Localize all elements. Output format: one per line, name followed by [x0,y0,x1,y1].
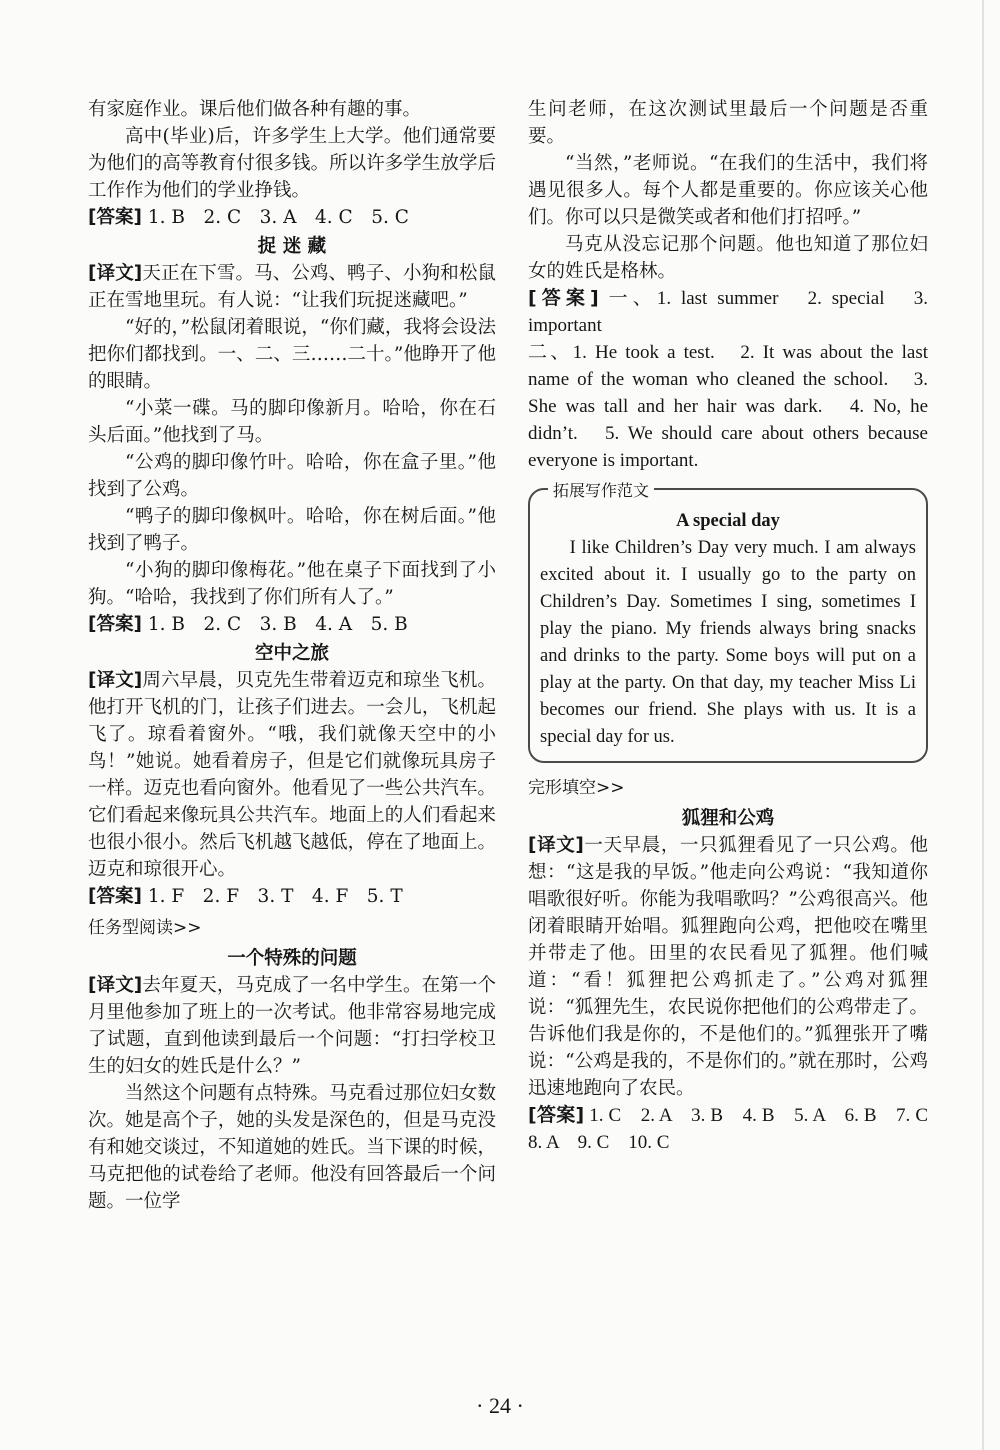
paragraph: 马克从没忘记那个问题。他也知道了那位妇女的姓氏是格林。 [528,234,928,282]
translation-label: [译文] [88,263,143,284]
writing-sample-label: 拓展写作范文 [548,478,654,501]
translation-label: [译文] [88,975,143,996]
story-title: 一个特殊的问题 [227,948,357,969]
answer-values: 一、1. last summer 2. special 3. important [528,288,928,336]
story-title: 狐狸和公鸡 [681,808,775,829]
paragraph: “小菜一碟。马的脚印像新月。哈哈，你在石头后面。”他找到了马。 [88,398,496,446]
paragraph: “公鸡的脚印像竹叶。哈哈，你在盒子里。”他找到了公鸡。 [88,452,496,500]
answer-line [88,611,496,638]
answer-label: [答案] [528,287,599,309]
paragraph: [译文]周六早晨，贝克先生带着迈克和琼坐飞机。他打开飞机的门，让孩子们进去。一会儿，飞机起飞了。琼看着窗外。“哦，我们就像天空中的小鸟！”她说。她看着房子，但是它们就像玩具房子一样。迈克也看向窗外。他看见了一些公共汽车。它们看起来像玩具公共汽车。地面上的人们看起来也很小很小。然后飞机越飞越低，停在了地面上。迈克和琼很开心。 [88,670,496,880]
answer-label: [答案] [88,207,142,228]
answer-line [528,1102,948,1156]
section-heading-cloze: 完形填空>> [528,778,625,798]
paragraph: 当然这个问题有点特殊。马克看过那位妇女数次。她是高个子，她的头发是深色的，但是马克没有和她交谈过，不知道她的姓氏。当下课的时候，马克把他的试卷给了老师。他没有回答最后一个问题。一位学 [88,1083,496,1212]
story-title: 空中之旅 [254,643,329,664]
answer-label: [答案] [88,886,142,907]
translation-label: [译文] [528,835,584,856]
paragraph: [译文]去年夏天，马克成了一名中学生。在第一个月里他参加了班上的一次考试。他非常容易地完成了试题，直到他读到最后一个问题：“打扫学校卫生的妇女的姓氏是什么？” [88,975,496,1077]
left-column [88,96,496,1215]
answer-values: 1. C 2. A 3. B 4. B 5. A 6. B 7. C 8. A 9. C 10. C [528,1105,948,1153]
page-number: · 24 · [476,1393,524,1418]
answer-line: 二、1. He took a test. 2. It was about the last name of the woman who cleaned the school. 3. She was tall and her hair was dark. 4. No, he didn’t. 5. We should care about others because everyone is important. [528,342,928,471]
answer-values: 1. B 2. C 3. A 4. C 5. C [147,207,409,228]
section-heading-task-reading: 任务型阅读>> [88,918,202,938]
story-title: 捉 迷 藏 [257,236,327,257]
right-column [528,96,948,1156]
writing-sample-box [528,481,928,763]
answer-line [528,285,928,339]
paragraph: 生问老师，在这次测试里最后一个问题是否重要。 [528,99,928,147]
answer-line [88,883,496,910]
answer-line [88,204,496,231]
paragraph: [译文]一天早晨，一只狐狸看见了一只公鸡。他想：“这是我的早饭。”他走向公鸡说：“我知道你唱歌很好听。你能为我唱歌吗？”公鸡很高兴。他闭着眼睛开始唱。狐狸跑向公鸡，把他咬在嘴里并带走了他。田里的农民看见了狐狸。他们喊道：“看！狐狸把公鸡抓走了。”公鸡对狐狸说：“狐狸先生，农民说你把他们的公鸡带走了。告诉他们我是你的，不是他们的。”狐狸张开了嘴说：“公鸡是我的，不是你们的。”就在那时，公鸡迅速地跑向了农民。 [528,835,928,1099]
writing-sample-text: I like Children’s Day very much. I am always excited about it. I usually go to the party on Children’s Day. Sometimes I sing, sometimes I play the piano. My friends always bring snacks and drinks to the party. Some boys will put on a play at the party. On that day, my teacher Miss Li becomes our friend. She plays with us. It is a special day for us. [540,538,916,747]
paragraph: 高中(毕业)后，许多学生上大学。他们通常要为他们的高等教育付很多钱。所以许多学生放学后工作作为他们的学业挣钱。 [88,126,496,201]
answer-label: [答案] [528,1104,585,1126]
answer-values: 1. B 2. C 3. B 4. A 5. B [147,614,408,635]
paragraph: 有家庭作业。课后他们做各种有趣的事。 [88,99,422,120]
translation-label: [译文] [88,670,143,691]
paragraph: [译文]天正在下雪。马、公鸡、鸭子、小狗和松鼠正在雪地里玩。有人说：“让我们玩捉迷藏吧。” [88,263,496,311]
page-fold-line [982,0,984,1450]
answer-label: [答案] [88,614,142,635]
paragraph: “当然，”老师说。“在我们的生活中，我们将遇见很多人。每个人都是重要的。你应该关心他们。你可以只是微笑或者和他们打招呼。” [528,153,928,228]
paragraph: “小狗的脚印像梅花。”他在桌子下面找到了小狗。“哈哈，我找到了你们所有人了。” [88,560,496,608]
writing-sample-title: A special day [676,511,780,531]
answer-values: 1. F 2. F 3. T 4. F 5. T [147,886,403,907]
paragraph: “鸭子的脚印像枫叶。哈哈，你在树后面。”他找到了鸭子。 [88,506,496,554]
paragraph: “好的，”松鼠闭着眼说，“你们藏，我将会设法把你们都找到。一、二、三……二十。”他睁开了他的眼睛。 [88,317,496,392]
